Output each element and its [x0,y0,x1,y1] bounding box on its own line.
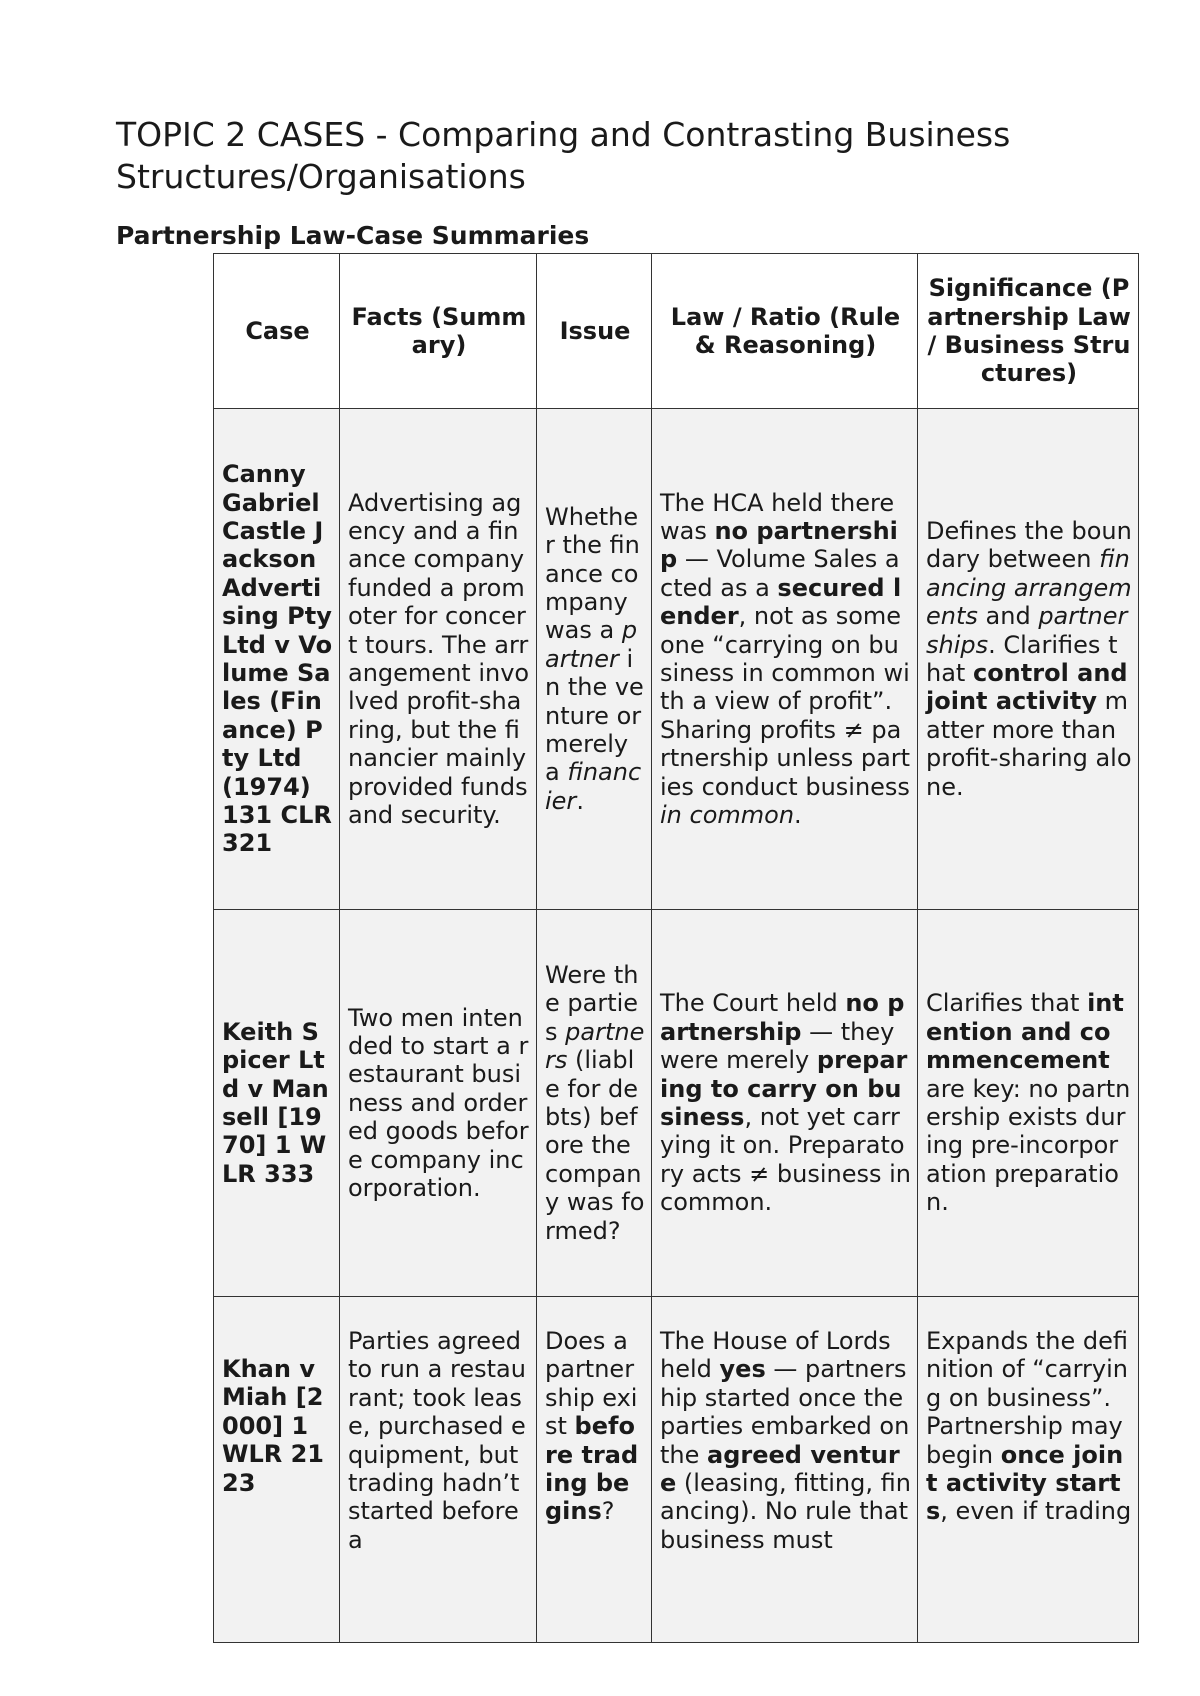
significance-emphasis: control and joint activity [926,659,1128,716]
law-italic: in common [660,801,795,830]
header-significance: Significance (Partnership Law / Business Structures) [918,254,1139,409]
issue-text: ? [601,1497,615,1526]
header-law: Law / Ratio (Rule & Reasoning) [652,254,918,409]
facts-cell: Parties agreed to run a restaurant; took lease, purchased equipment, but trading hadn’t started before a [340,1297,537,1643]
header-facts: Facts (Summary) [340,254,537,409]
facts-cell: Advertising agency and a finance company funded a promoter for concert tours. The arrangement involved profit-sharing, but the financier mainly provided funds and security. [340,409,537,910]
law-emphasis: no partnership [660,516,898,574]
law-cell [652,409,918,910]
page-title: TOPIC 2 CASES - Comparing and Contrasting Business Structures/Organisations [116,115,1011,196]
significance-cell [918,409,1139,910]
issue-text: (liable for debts) before the company was formed? [545,1046,645,1245]
issue-text: Whether the finance company was a [545,502,640,645]
issue-text: Does a partnership exist [545,1327,638,1441]
law-cell [652,1297,918,1643]
case-name-cell: Canny Gabriel Castle Jackson Advertising Pty Ltd v Volume Sales (Finance) Pty Ltd (1974) 131 CLR 321 [214,409,340,910]
facts-cell: Two men intended to start a restaurant business and ordered goods before company incorporation. [340,910,537,1297]
issue-cell [537,1297,652,1643]
significance-text: are key: no partnership exists during pre-incorporation preparation. [926,1074,1131,1217]
law-text: , not yet carrying it on. Preparatory acts ≠ business in common. [660,1103,911,1217]
table-row [214,1297,1139,1643]
law-text: — partnership started once the parties embarked on the [660,1355,910,1469]
issue-cell [537,910,652,1297]
significance-emphasis: intention and commencement [926,989,1124,1075]
case-name-cell: Khan v Miah [2000] 1 WLR 2123 [214,1297,340,1643]
significance-italic: partnerships [926,602,1128,659]
issue-emphasis: partner [545,616,638,673]
significance-text: and [977,602,1039,631]
issue-emphasis: before trading begins [545,1412,639,1526]
table-header-row [214,254,1139,409]
law-text: — they were merely [660,1017,895,1075]
significance-text: , even if trading [940,1497,1132,1526]
law-cell [652,910,918,1297]
significance-emphasis: once joint activity starts [926,1440,1124,1526]
law-text: The Court held [660,989,846,1018]
law-text: . [794,801,802,830]
significance-cell [918,1297,1139,1643]
header-issue: Issue [537,254,652,409]
significance-text: Clarifies that [926,989,1088,1018]
issue-emphasis: financier [545,758,642,815]
issue-text: . [576,786,584,815]
issue-text: Were the parties [545,960,639,1046]
law-text: , not as someone “carrying on business in common with a view of profit”. Sharing profits ≠ partnership unless parties conduct business [660,602,911,801]
issue-emphasis: partners [545,1017,645,1075]
law-text: — Volume Sales acted as a [660,545,900,602]
significance-text: matter more than profit-sharing alone. [926,687,1132,801]
issue-cell [537,409,652,910]
header-case: Case [214,254,340,409]
law-emphasis: preparing to carry on business [660,1046,908,1131]
law-emphasis: secured lender [660,573,902,631]
case-summary-table [213,253,1139,1643]
law-emphasis: no partnership [660,989,905,1046]
table-row [214,409,1139,910]
law-text: The HCA held there was [660,488,895,545]
law-emphasis: yes [719,1355,766,1384]
significance-text: Defines the boundary between [926,516,1132,574]
law-emphasis: agreed venture [660,1440,900,1498]
significance-italic: financing arrangements [926,545,1132,631]
section-subtitle: Partnership Law-Case Summaries [116,221,590,250]
table-row [214,910,1139,1297]
law-text: (leasing, fitting, financing). No rule that business must [660,1469,911,1554]
significance-text: Expands the definition of “carrying on business”. Partnership may begin [926,1327,1129,1469]
case-name-cell: Keith Spicer Ltd v Mansell [1970] 1 WLR 333 [214,910,340,1297]
significance-cell [918,910,1139,1297]
law-text: The House of Lords held [660,1327,891,1384]
significance-text: . Clarifies that [926,630,1118,687]
issue-text: in the venture or merely a [545,644,644,787]
